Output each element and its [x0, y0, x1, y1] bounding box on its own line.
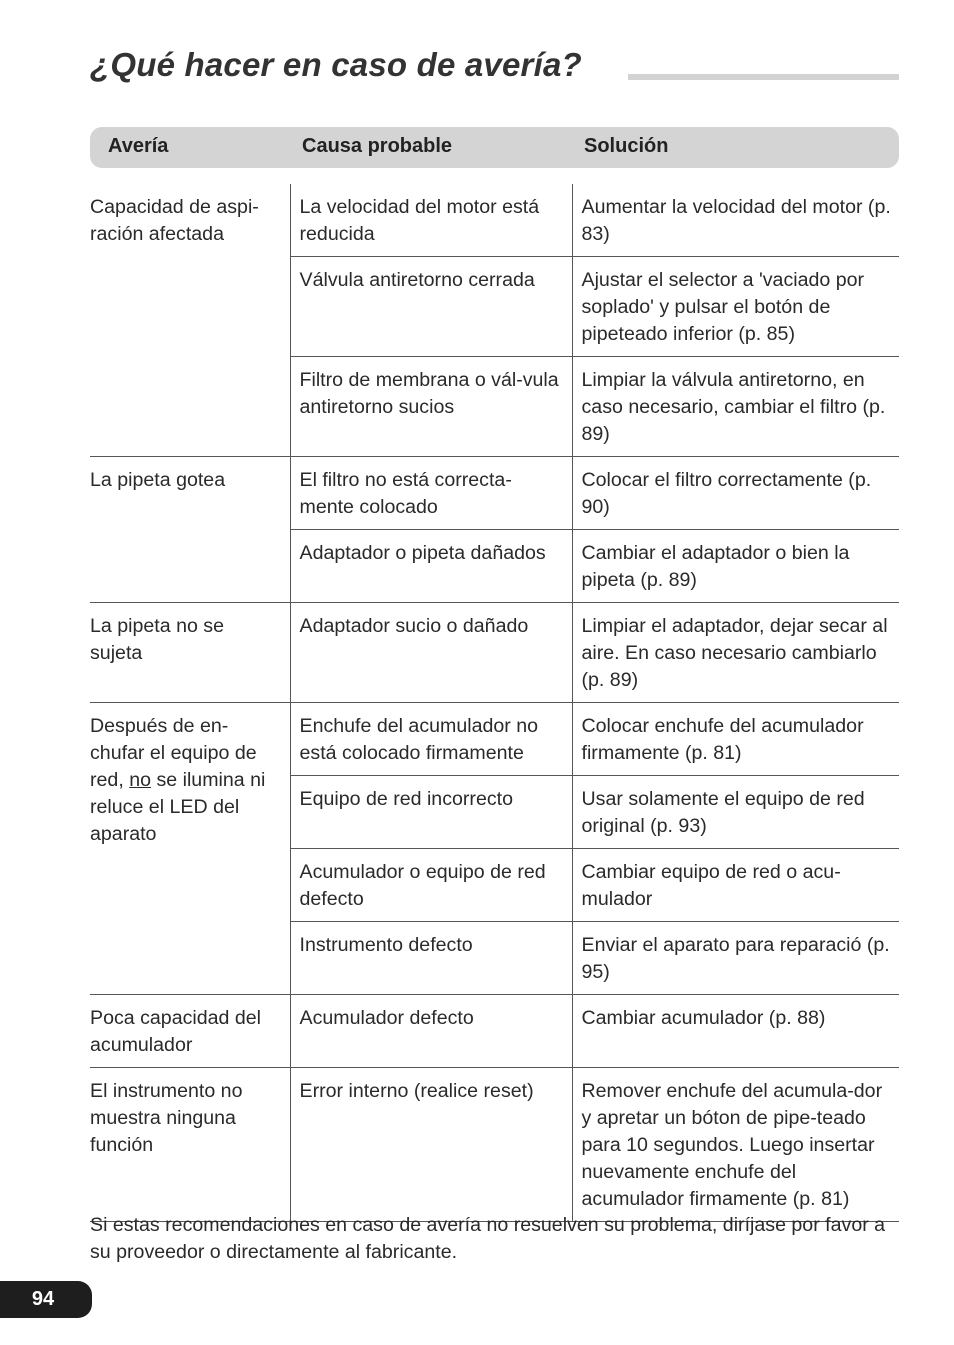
solution-cell: Usar solamente el equipo de red original (p. 93) [572, 776, 899, 849]
page-number: 94 [0, 1281, 92, 1318]
solution-cell: Enviar el aparato para reparació (p. 95) [572, 922, 899, 995]
fault-cell [90, 703, 290, 995]
fault-cell: El instrumento no muestra ninguna función [90, 1068, 290, 1222]
solution-cell: Colocar enchufe del acumulador firmamente (p. 81) [572, 703, 899, 776]
cause-cell: Acumulador o equipo de red defecto [290, 849, 572, 922]
solution-cell: Colocar el filtro correctamente (p. 90) [572, 457, 899, 530]
title-rule [628, 74, 899, 80]
cause-cell: Enchufe del acumulador no está colocado firmamente [290, 703, 572, 776]
table-header [90, 127, 899, 168]
footnote: Si estas recomendaciones en caso de avería no resuelven su problema, diríjase por favor a su proveedor o directamente al fabricante. [90, 1214, 886, 1263]
cause-cell: Adaptador sucio o dañado [290, 603, 572, 703]
table-row [90, 1068, 899, 1222]
solution-cell: Aumentar la velocidad del motor (p. 83) [572, 184, 899, 257]
cause-cell: La velocidad del motor está reducida [290, 184, 572, 257]
fault-text-after: se ilumina ni reluce el LED del aparato [90, 769, 266, 845]
fault-cell: La pipeta no se sujeta [90, 603, 290, 703]
page-title: ¿Qué hacer en caso de avería? [90, 46, 582, 83]
solution-cell: Ajustar el selector a 'vaciado por soplado' y pulsar el botón de pipeteado inferior (p. 85) [572, 257, 899, 357]
cause-cell: Acumulador defecto [290, 995, 572, 1068]
solution-cell: Remover enchufe del acumula-dor y apretar un bóton de pipe-teado para 10 segundos. Luego insertar nuevamente enchufe del acumulador firmamente (p. 81) [572, 1068, 899, 1222]
table-row [90, 995, 899, 1068]
troubleshooting-table [90, 184, 899, 1222]
header-fault: Avería [108, 135, 169, 157]
cause-cell: Válvula antiretorno cerrada [290, 257, 572, 357]
fault-cell: La pipeta gotea [90, 457, 290, 603]
cause-cell: El filtro no está correcta-mente colocado [290, 457, 572, 530]
solution-cell: Limpiar el adaptador, dejar secar al aire. En caso necesario cambiarlo (p. 89) [572, 603, 899, 703]
cause-cell: Error interno (realice reset) [290, 1068, 572, 1222]
fault-cell: Poca capacidad del acumulador [90, 995, 290, 1068]
table-row [90, 184, 899, 257]
table-row [90, 603, 899, 703]
cause-cell: Adaptador o pipeta dañados [290, 530, 572, 603]
header-cause: Causa probable [302, 135, 453, 157]
fault-cell: Capacidad de aspi-ración afectada [90, 184, 290, 457]
table-row [90, 703, 899, 776]
header-solution: Solución [584, 135, 669, 157]
table-row [90, 457, 899, 530]
fault-text-before: Después de en-chufar el equipo de red, [90, 715, 257, 791]
solution-cell: Cambiar equipo de red o acu-mulador [572, 849, 899, 922]
solution-cell: Cambiar acumulador (p. 88) [572, 995, 899, 1068]
solution-cell: Limpiar la válvula antiretorno, en caso necesario, cambiar el filtro (p. 89) [572, 357, 899, 457]
fault-text-underlined: no [129, 769, 152, 791]
cause-cell: Filtro de membrana o vál-vula antiretorno sucios [290, 357, 572, 457]
cause-cell: Equipo de red incorrecto [290, 776, 572, 849]
solution-cell: Cambiar el adaptador o bien la pipeta (p. 89) [572, 530, 899, 603]
cause-cell: Instrumento defecto [290, 922, 572, 995]
